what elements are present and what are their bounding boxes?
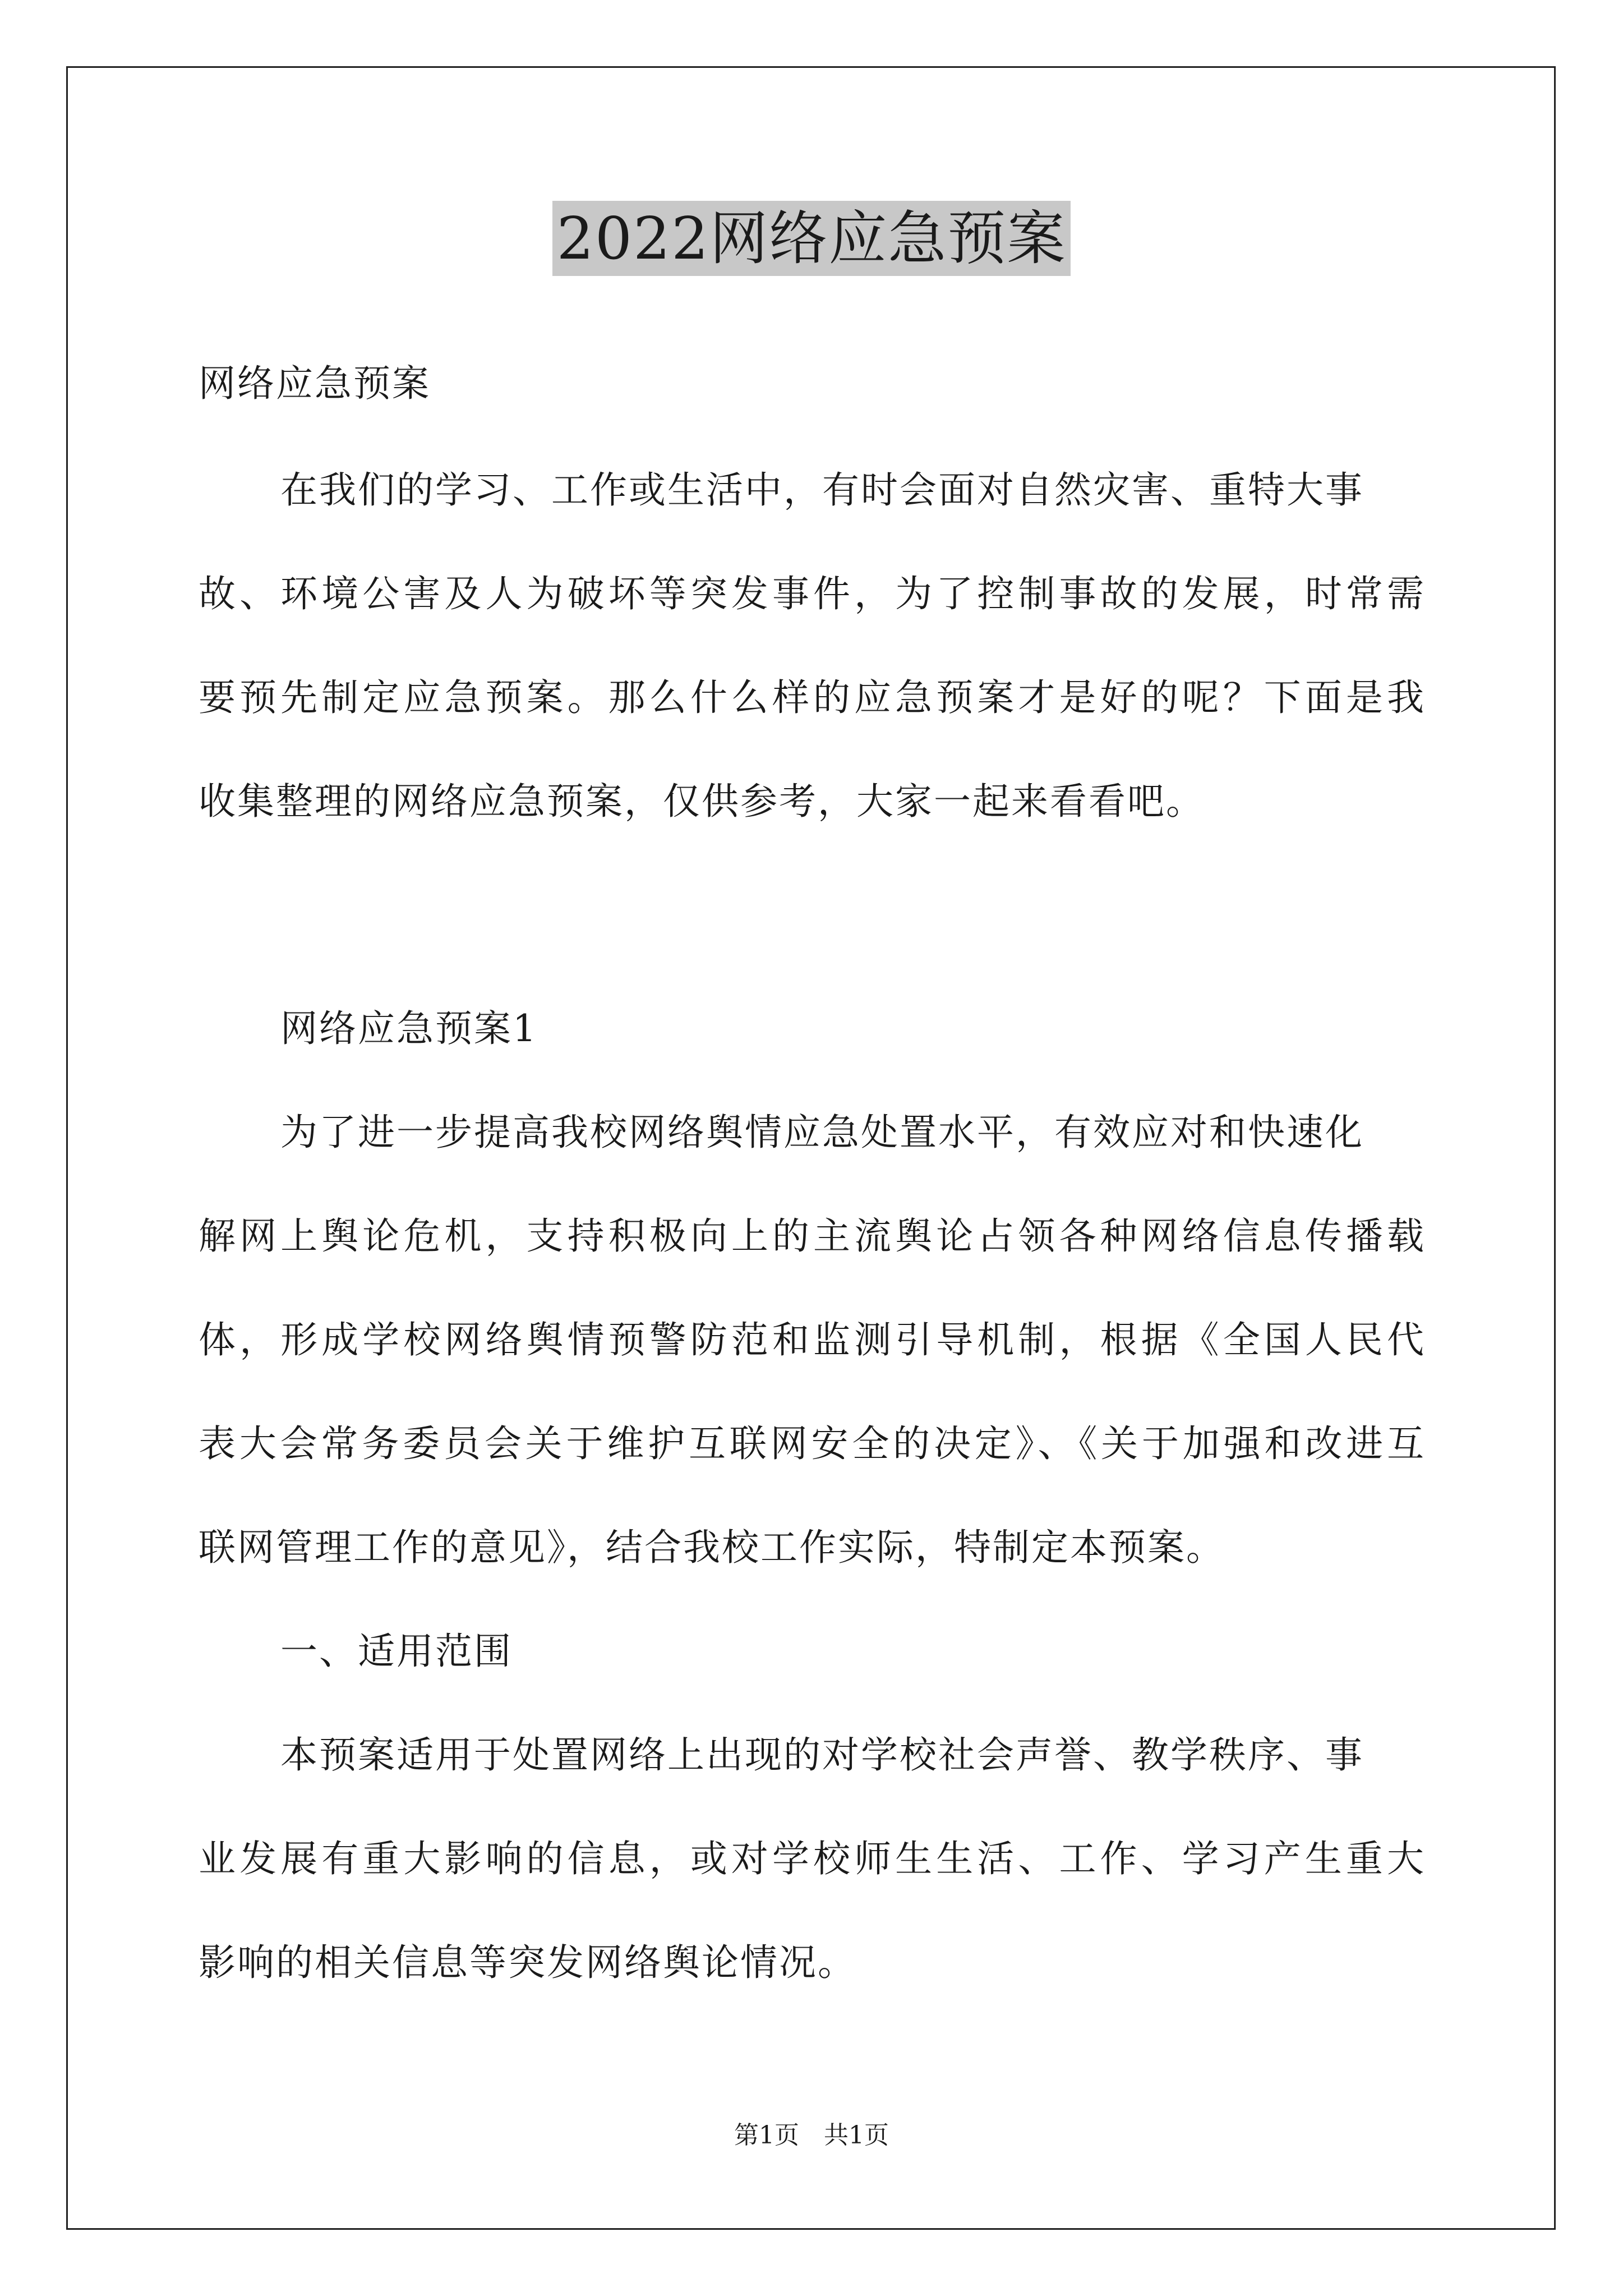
intro-line-2: 故、环境公害及人为破坏等突发事件，为了控制事故的发展，时常需: [199, 572, 1426, 615]
scope-line-3: 影响的相关信息等突发网络舆论情况。: [199, 1941, 856, 1984]
section-line-2: 解网上舆论危机，支持积极向上的主流舆论占领各种网络信息传播载: [199, 1214, 1426, 1258]
page-footer: 第1页 共1页: [734, 2121, 889, 2150]
title-container: [0, 201, 1623, 276]
scope-heading: 一、适用范围: [280, 1630, 513, 1673]
intro-line-4: 收集整理的网络应急预案，仅供参考，大家一起来看看吧。: [199, 780, 1205, 823]
intro-line-1: 在我们的学习、工作或生活中，有时会面对自然灾害、重特大事: [280, 468, 1364, 512]
document-subtitle: 网络应急预案: [199, 362, 431, 405]
section-line-4: 表大会常务委员会关于维护互联网安全的决定》、《关于加强和改进互: [199, 1422, 1426, 1465]
scope-line-1: 本预案适用于处置网络上出现的对学校社会声誉、教学秩序、事: [280, 1733, 1364, 1777]
intro-line-3: 要预先制定应急预案。那么什么样的应急预案才是好的呢？下面是我: [199, 676, 1426, 719]
section-line-5: 联网管理工作的意见》，结合我校工作实际，特制定本预案。: [199, 1526, 1225, 1569]
document-title: 2022网络应急预案: [552, 201, 1071, 276]
scope-line-2: 业发展有重大影响的信息，或对学校师生生活、工作、学习产生重大: [199, 1837, 1426, 1880]
section-heading: 网络应急预案1: [280, 1007, 538, 1050]
section-line-3: 体，形成学校网络舆情预警防范和监测引导机制，根据《全国人民代: [199, 1318, 1426, 1361]
section-line-1: 为了进一步提高我校网络舆情应急处置水平，有效应对和快速化: [280, 1111, 1364, 1154]
